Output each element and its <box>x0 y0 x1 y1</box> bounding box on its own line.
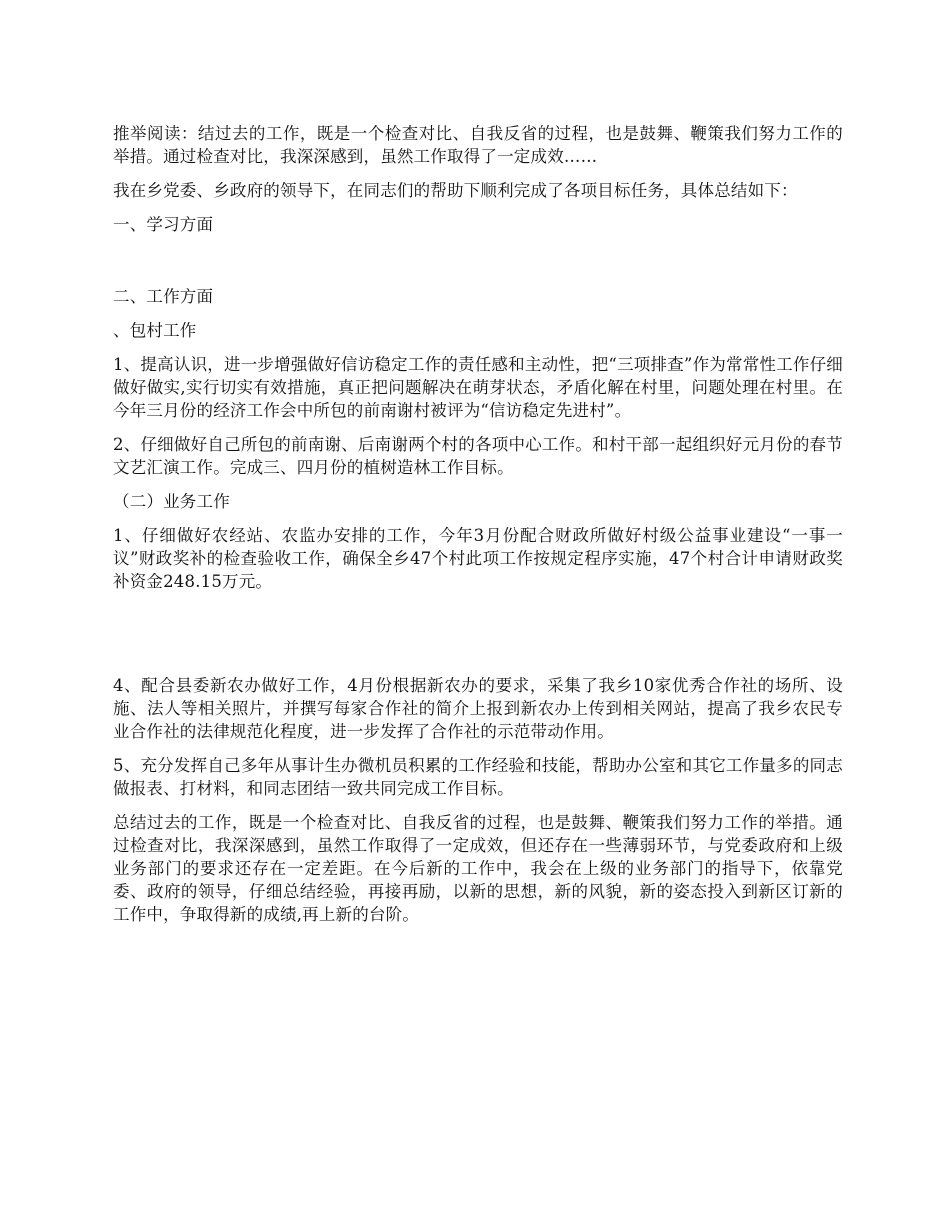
business-item-5: 5、充分发挥自己多年从事计生办微机员积累的工作经验和技能，帮助办公室和其它工作量多的同志做报表、打材料，和同志团结一致共同完成工作目标。 <box>113 756 843 798</box>
village-work-heading: 、包村工作 <box>113 321 197 340</box>
study-heading: 一、学习方面 <box>113 215 214 234</box>
work-heading: 二、工作方面 <box>113 287 214 306</box>
blank-space <box>113 247 843 285</box>
document-body <box>113 122 843 937</box>
conclusion-paragraph: 总结过去的工作，既是一个检查对比、自我反省的过程，也是鼓舞、鞭策我们努力工作的举措。通过检查对比，我深深感到，虽然工作取得了一定成效，但还存在一些薄弱环节，与党委政府和上级业务部门的要求还存在一定差距。在今后新的工作中，我会在上级的业务部门的指导下，依靠党委、政府的领导，仔细总结经验，再接再励，以新的思想，新的风貌，新的姿态投入到新区订新的工作中，争取得新的成绩,再上新的台阶。 <box>113 813 843 924</box>
blank-space <box>113 604 843 674</box>
intro-paragraph: 推举阅读：结过去的工作，既是一个检查对比、自我反省的过程，也是鼓舞、鞭策我们努力工作的举措。通过检查对比，我深深感到，虽然工作取得了一定成效…… <box>113 124 843 166</box>
village-item-1: 1、提高认识，进一步增强做好信访稳定工作的责任感和主动性，把“三项排查”作为常常性工作仔细做好做实,实行切实有效措施，真正把问题解决在萌芽状态，矛盾化解在村里，问题处理在村里。在今年三月份的经济工作会中所包的前南谢村被评为“信访稳定先进村”。 <box>113 355 843 420</box>
village-item-2: 2、仔细做好自己所包的前南谢、后南谢两个村的各项中心工作。和村干部一起组织好元月份的春节文艺汇演工作。完成三、四月份的植树造林工作目标。 <box>113 435 843 477</box>
opening-paragraph: 我在乡党委、乡政府的领导下，在同志们的帮助下顺利完成了各项目标任务，具体总结如下： <box>113 181 798 200</box>
business-work-heading: （二）业务工作 <box>113 492 230 511</box>
business-item-4: 4、配合县委新农办做好工作，4月份根据新农办的要求，采集了我乡10家优秀合作社的场所、设施、法人等相关照片，并撰写每家合作社的简介上报到新农办上传到相关网站，提高了我乡农民专业合作社的法律规范化程度，进一步发挥了合作社的示范带动作用。 <box>113 676 843 741</box>
business-item-1: 1、仔细做好农经站、农监办安排的工作，今年3月份配合财政所做好村级公益事业建设“一事一议”财政奖补的检查验收工作，确保全乡47个村此项工作按规定程序实施，47个村合计申请财政奖补资金248.15万元。 <box>113 526 843 591</box>
